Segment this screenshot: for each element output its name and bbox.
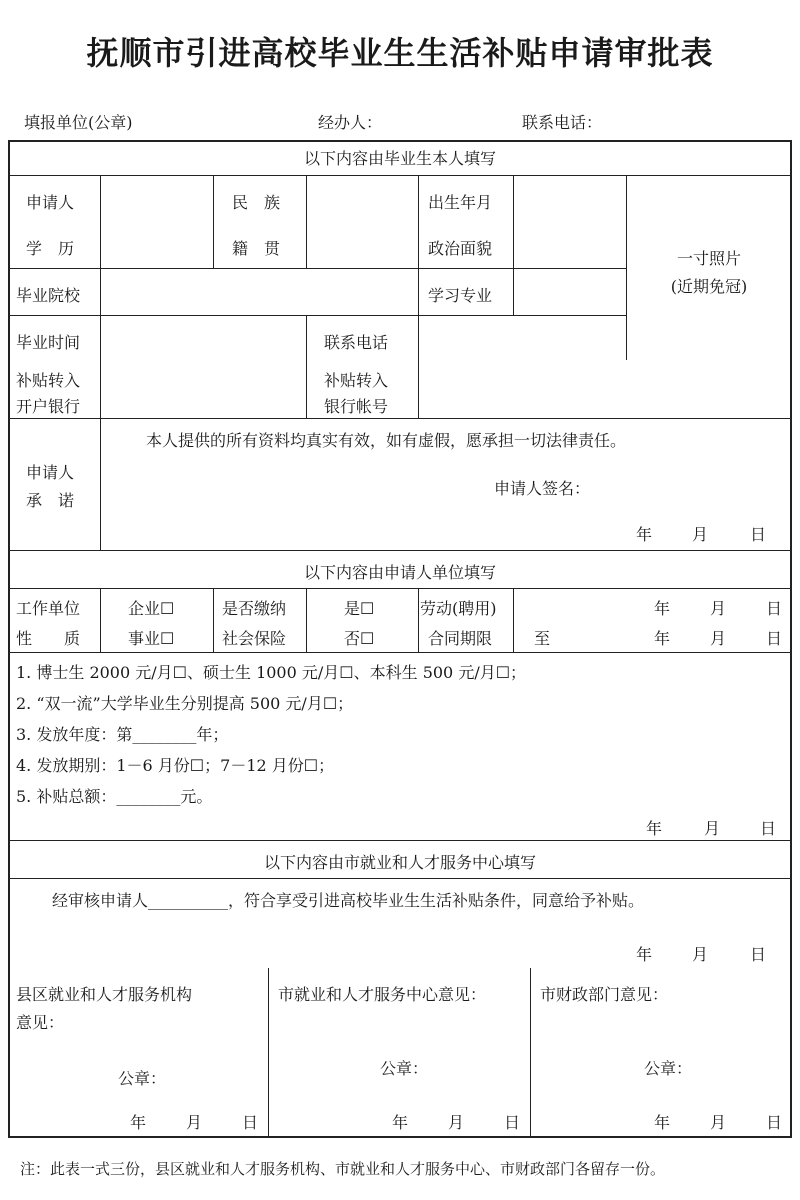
divider	[213, 588, 214, 652]
employer-date-year: 年	[646, 819, 663, 838]
divider	[8, 652, 792, 653]
city-center-seal-label: 公章：	[380, 1059, 429, 1078]
review-date-day: 日	[750, 945, 767, 964]
finance-date-day: 日	[766, 1113, 783, 1132]
divider	[8, 878, 792, 879]
city-center-date-day: 日	[504, 1113, 521, 1132]
section-heading-center: 以下内容由市就业和人才服务中心填写	[263, 853, 536, 872]
divider	[213, 175, 214, 268]
city-center-date-month: 月	[448, 1113, 465, 1132]
form-title: 抚顺市引进高校毕业生生活补贴申请审批表	[86, 34, 714, 72]
review-statement: 经审核申请人__________，符合享受引进高校毕业生生活补贴条件，同意给予补贴。	[52, 891, 645, 910]
insurance-no-checkbox[interactable]: 否☐	[344, 629, 375, 648]
contract-to-label: 至	[534, 629, 551, 648]
subsidy-item: 1. 博士生 2000 元/月☐、硕士生 1000 元/月☐、本科生 500 元/月☐；	[16, 663, 527, 682]
subsidy-item: 2. “双一流”大学毕业生分别提高 500 元/月☐；	[16, 694, 354, 713]
major-label: 学习专业	[428, 286, 493, 305]
education-label: 学 历	[26, 239, 75, 258]
account-label-line2: 银行帐号	[324, 397, 389, 416]
finance-seal-label: 公章：	[644, 1059, 693, 1078]
subsidy-item: 4. 发放期别：1－6 月份☐；7－12 月份☐；	[16, 756, 335, 775]
photo-note: (近期免冠)	[670, 277, 748, 296]
divider	[8, 840, 792, 841]
political-status-label: 政治面貌	[428, 239, 493, 258]
city-center-date-year: 年	[392, 1113, 409, 1132]
subsidy-item: 5. 补贴总额：________元。	[16, 787, 213, 806]
birth-date-label: 出生年月	[428, 193, 493, 212]
employer-date-day: 日	[760, 819, 777, 838]
divider	[100, 588, 101, 652]
institution-checkbox[interactable]: 事业☐	[128, 629, 175, 648]
divider	[100, 418, 101, 550]
contact-phone-label: 联系电话	[324, 333, 389, 352]
divider	[513, 175, 514, 315]
divider	[268, 968, 269, 1138]
date-day: 日	[750, 525, 767, 544]
applicant-signature-label: 申请人签名：	[494, 479, 591, 498]
date-month: 月	[692, 525, 709, 544]
divider	[418, 175, 419, 418]
finance-date-year: 年	[654, 1113, 671, 1132]
graduation-time-label: 毕业时间	[16, 333, 81, 352]
work-unit-label-line2: 性 质	[16, 629, 81, 648]
applicant-label: 申请人	[26, 193, 75, 212]
contract-start-month: 月	[710, 599, 727, 618]
promise-label-line2: 承 诺	[26, 491, 75, 510]
county-date-day: 日	[242, 1113, 259, 1132]
native-place-label: 籍 贯	[232, 239, 281, 258]
divider	[418, 588, 419, 652]
finance-opinion-label: 市财政部门意见：	[540, 985, 669, 1004]
divider	[513, 588, 514, 652]
bank-label-line1: 补贴转入	[16, 371, 81, 390]
county-seal-label: 公章：	[118, 1069, 167, 1088]
date-year: 年	[636, 525, 653, 544]
photo-label: 一寸照片	[676, 249, 741, 268]
divider	[8, 175, 792, 176]
contract-start-day: 日	[766, 599, 783, 618]
divider	[8, 588, 792, 589]
divider	[306, 588, 307, 652]
divider	[530, 968, 531, 1138]
divider	[8, 418, 792, 419]
subsidy-item: 3. 发放年度：第________年；	[16, 725, 229, 744]
county-opinion-label-line2: 意见：	[16, 1013, 65, 1032]
insurance-label-line2: 社会保险	[222, 629, 287, 648]
county-opinion-label-line1: 县区就业和人才服务机构	[16, 985, 193, 1004]
county-date-year: 年	[130, 1113, 147, 1132]
bank-label-line2: 开户银行	[16, 397, 81, 416]
contract-end-month: 月	[710, 629, 727, 648]
section-heading-employer: 以下内容由申请人单位填写	[303, 563, 496, 582]
divider	[8, 550, 792, 551]
filing-unit-label: 填报单位(公章)	[24, 113, 133, 132]
contract-label-line2: 合同期限	[428, 629, 493, 648]
divider	[100, 175, 101, 418]
county-date-month: 月	[186, 1113, 203, 1132]
ethnicity-label: 民 族	[232, 193, 281, 212]
enterprise-checkbox[interactable]: 企业☐	[128, 599, 175, 618]
footnote: 注：此表一式三份，县区就业和人才服务机构、市就业和人才服务中心、市财政部门各留存一份。	[20, 1160, 666, 1178]
insurance-label-line1: 是否缴纳	[222, 599, 287, 618]
review-date-month: 月	[692, 945, 709, 964]
promise-statement: 本人提供的所有资料均真实有效，如有虚假，愿承担一切法律责任。	[146, 431, 627, 450]
contract-start-year: 年	[654, 599, 671, 618]
review-date-year: 年	[636, 945, 653, 964]
phone-label: 联系电话：	[522, 113, 603, 132]
contract-end-year: 年	[654, 629, 671, 648]
section-heading-applicant: 以下内容由毕业生本人填写	[303, 149, 496, 168]
contract-end-day: 日	[766, 629, 783, 648]
divider	[306, 315, 307, 418]
handler-label: 经办人：	[318, 113, 383, 132]
work-unit-label-line1: 工作单位	[16, 599, 81, 618]
divider	[306, 175, 307, 268]
insurance-yes-checkbox[interactable]: 是☐	[344, 599, 375, 618]
employer-date-month: 月	[704, 819, 721, 838]
city-center-opinion-label: 市就业和人才服务中心意见：	[278, 985, 487, 1004]
finance-date-month: 月	[710, 1113, 727, 1132]
contract-label-line1: 劳动(聘用)	[420, 599, 497, 618]
promise-label-line1: 申请人	[26, 463, 75, 482]
school-label: 毕业院校	[16, 286, 81, 305]
account-label-line1: 补贴转入	[324, 371, 389, 390]
